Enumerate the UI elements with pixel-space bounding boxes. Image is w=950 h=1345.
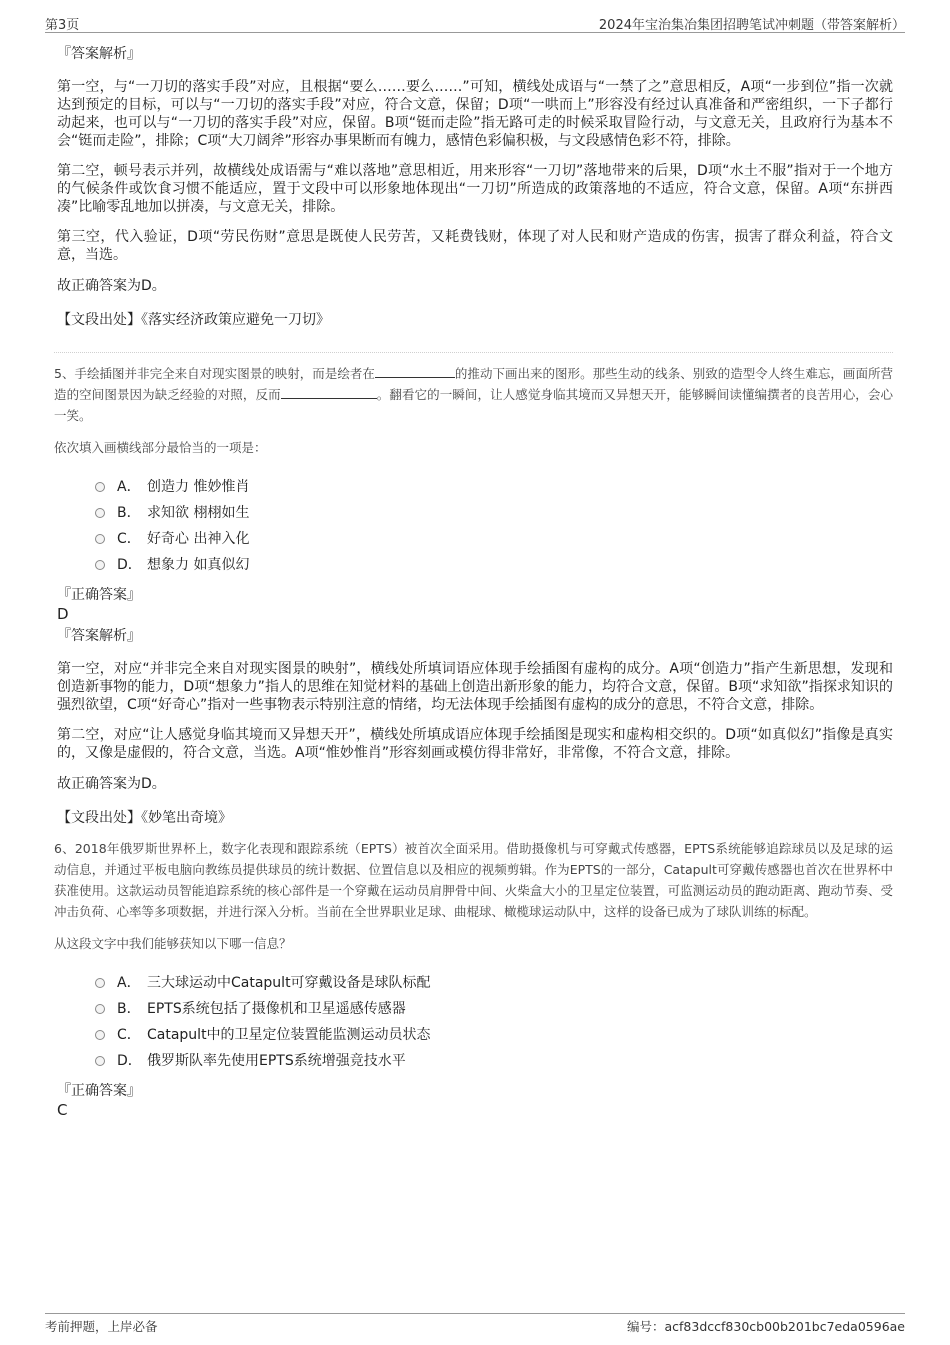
option-a[interactable]: [95, 970, 893, 996]
analysis-label: 『答案解析』: [57, 46, 141, 62]
document-id: [627, 1317, 905, 1335]
fill-blank: [281, 385, 377, 399]
radio-button[interactable]: [95, 560, 105, 570]
option-c[interactable]: [95, 526, 893, 552]
option-letter: C．: [117, 1027, 141, 1043]
correct-answer-value: D: [57, 605, 69, 623]
analysis-paragraph: 第一空，对应“并非完全来自对现实图景的映射”，横线处所填词语应体现手绘插图有虚构的成分。A项“创造力”指产生新思想，发现和创造新事物的能力，D项“想象力”指人的思维在知觉材料的基础上创造出新形象的能力，均符合文意，保留。B项“求知欲”指探求知识的强烈欲望，C项“好奇心”指对一些事物表示特别注意的情绪，均无法体现手绘插图有虚构的成分的意思，不符合文意，排除。: [57, 661, 893, 713]
option-b[interactable]: [95, 996, 893, 1022]
option-text: 三大球运动中Catapult可穿戴设备是球队标配: [147, 975, 431, 991]
question-prompt: 从这段文字中我们能够获知以下哪一信息？: [54, 936, 292, 951]
question-6-stem: 6、2018年俄罗斯世界杯上，数字化表现和跟踪系统（EPTS）被首次全面采用。借助摄像机与可穿戴式传感器，EPTS系统能够追踪球员以及足球的运动信息，并通过平板电脑向教练员提供球员的统计数据、位置信息以及相应的视频剪辑。作为EPTS的一部分，Catapult可穿戴传感器也首次在世界杯中获准使用。这款运动员智能追踪系统的核心部件是一个穿戴在运动员肩胛骨中间、火柴盒大小的卫星定位装置，可监测运动员的跑动距离、跑动节奏、受冲击负荷、心率等多项数据，并进行深入分析。当前在全世界职业足球、曲棍球、橄榄球运动队中，这样的设备已成为了球队训练的标配。: [54, 841, 893, 919]
option-text: 想象力 如真似幻: [147, 557, 250, 573]
question-text: 5、手绘插图并非完全来自对现实图景的映射，而是绘者在: [54, 366, 375, 381]
option-text: 好奇心 出神入化: [147, 531, 250, 547]
text-source: 【文段出处】《妙笔出奇境》: [57, 810, 232, 826]
option-letter: A．: [117, 975, 141, 991]
question-text: 的推动下画出来的图形。那些生动的线条、别致的造型令人终生难忘，画面所营造的空间图景因为缺乏经验的对照，反而: [54, 366, 893, 402]
option-letter: A．: [117, 479, 141, 495]
option-d[interactable]: [95, 552, 893, 578]
page-number: 第3页: [45, 18, 80, 33]
correct-answer-label: 『正确答案』: [57, 1083, 141, 1099]
document-title: 2024年宝治集冶集团招聘笔试冲刺题（带答案解析）: [598, 18, 905, 33]
question-divider: [54, 352, 893, 353]
option-text: 创造力 惟妙惟肖: [147, 479, 250, 495]
option-text: 俄罗斯队率先使用EPTS系统增强竞技水平: [147, 1053, 406, 1069]
radio-button[interactable]: [95, 1056, 105, 1066]
analysis-paragraph: 第一空，与“一刀切的落实手段”对应，且根据“要么……要么……”可知，横线处成语与“一禁了之”意思相反，A项“一步到位”指一次就达到预定的目标，可以与“一刀切的落实手段”对应，符合文意，保留；D项“一哄而上”形容没有经过认真准备和严密组织，一下子都行动起来，也可以与“一刀切的落实手段”对应，保留。B项“铤而走险”指无路可走的时候采取冒险行动，与文意无关，且政府行为基本不会“铤而走险”，排除；C项“大刀阔斧”形容办事果断而有魄力，感情色彩偏积极，与文段感情色彩不符，排除。: [57, 79, 893, 149]
radio-button[interactable]: [95, 1030, 105, 1040]
radio-button[interactable]: [95, 482, 105, 492]
page-content: [54, 44, 893, 1122]
page-footer: [45, 1313, 905, 1336]
document-id-label: 编号：: [626, 1319, 665, 1334]
document-id-value: acf83dccf830cb00b201bc7eda0596ae: [664, 1319, 905, 1334]
page-header: [45, 12, 905, 33]
option-text: Catapult中的卫星定位装置能监测运动员状态: [147, 1027, 431, 1043]
option-letter: B．: [117, 505, 141, 521]
option-b[interactable]: [95, 500, 893, 526]
option-letter: D．: [117, 1053, 142, 1069]
fill-blank: [375, 364, 455, 378]
analysis-paragraph: 第二空，顿号表示并列，故横线处成语需与“难以落地”意思相近，用来形容“一刀切”落地带来的后果，D项“水土不服”指对于一个地方的气候条件或饮食习惯不能适应，置于文段中可以形象地体现出“一刀切”所造成的政策落地的不适应，符合文意，保留。A项“东拼西凑”比喻零乱地加以拼凑，与文意无关，排除。: [57, 163, 893, 215]
option-text: EPTS系统包括了摄像机和卫星遥感传感器: [147, 1001, 406, 1017]
question-text: 。翻看它的一瞬间，让人感觉身临其境而又异想天开，能够瞬间读懂编撰者的良苦用心，会心一笑。: [54, 387, 893, 423]
analysis-paragraph: 第二空，对应“让人感觉身临其境而又异想天开”，横线处所填成语应体现手绘插图是现实和虚构相交织的。D项“如真似幻”指像是真实的，又像是虚假的，符合文意，当选。A项“惟妙惟肖”形容刻画或模仿得非常好，非常像，不符合文意，排除。: [57, 727, 893, 761]
answer-conclusion: 故正确答案为D。: [57, 776, 166, 792]
question-5-options: [95, 474, 893, 578]
answer-conclusion: 故正确答案为D。: [57, 278, 166, 294]
option-a[interactable]: [95, 474, 893, 500]
correct-answer-label: 『正确答案』: [57, 587, 141, 603]
analysis-label: 『答案解析』: [57, 628, 141, 644]
question-5-stem: [54, 363, 893, 426]
radio-button[interactable]: [95, 978, 105, 988]
text-source: 【文段出处】《落实经济政策应避免一刀切》: [57, 312, 330, 328]
option-c[interactable]: [95, 1022, 893, 1048]
question-6-options: [95, 970, 893, 1074]
option-text: 求知欲 栩栩如生: [147, 505, 250, 521]
option-d[interactable]: [95, 1048, 893, 1074]
radio-button[interactable]: [95, 1004, 105, 1014]
option-letter: B．: [117, 1001, 141, 1017]
question-prompt: 依次填入画横线部分最恰当的一项是：: [54, 440, 267, 455]
correct-answer-value: C: [57, 1101, 68, 1119]
radio-button[interactable]: [95, 534, 105, 544]
analysis-paragraph: 第三空，代入验证，D项“劳民伤财”意思是既使人民劳苦，又耗费钱财，体现了对人民和财产造成的伤害，损害了群众利益，符合文意，当选。: [57, 229, 893, 263]
footer-slogan: 考前押题，上岸必备: [45, 1319, 158, 1334]
radio-button[interactable]: [95, 508, 105, 518]
option-letter: C．: [117, 531, 141, 547]
option-letter: D．: [117, 557, 142, 573]
